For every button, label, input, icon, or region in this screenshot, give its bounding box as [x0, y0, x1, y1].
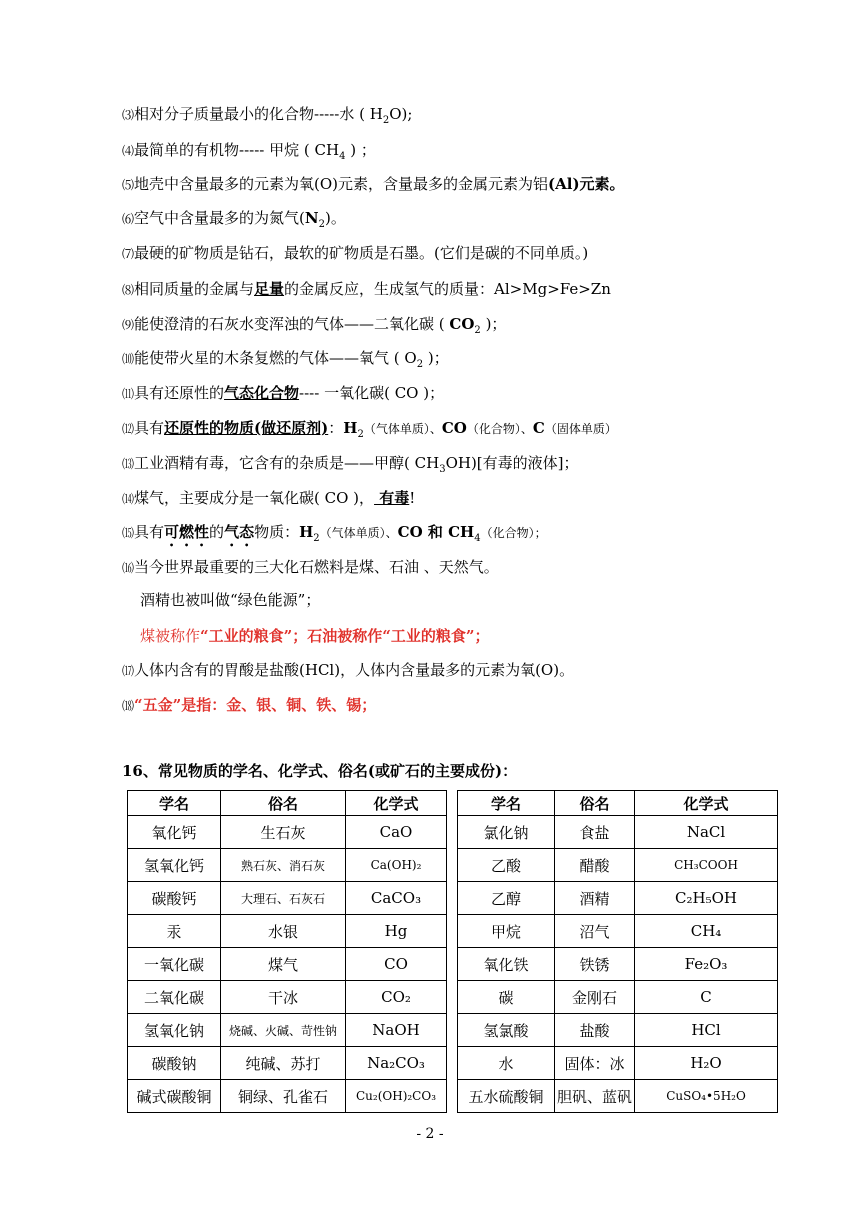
- table-cell: 氧化钙: [128, 816, 221, 849]
- item-number: ⒅: [122, 699, 135, 713]
- underlined-text: 还原性的物质(做还原剂): [164, 419, 329, 437]
- text-run: 的金属反应，生成氢气的质量：Al>Mg>Fe>Zn: [284, 280, 611, 298]
- underlined-text: 气态化合物: [224, 384, 300, 402]
- text-run: 地壳中含量最多的元素为氧(O)元素，含量最多的金属元素为铝: [134, 175, 549, 193]
- table-cell: CuSO₄•5H₂O: [635, 1080, 778, 1113]
- table-cell: CH₄: [635, 915, 778, 948]
- subscript: 4: [474, 533, 481, 544]
- text-run: （化合物）；: [480, 526, 547, 540]
- table-cell: Cu₂(OH)₂CO₃: [346, 1080, 447, 1113]
- table-row: [458, 849, 778, 882]
- list-item: [122, 208, 346, 229]
- table-cell: 水: [458, 1047, 555, 1080]
- table-cell: Hg: [346, 915, 447, 948]
- text-run: 物质：: [254, 523, 300, 541]
- item-number: ⑹: [122, 212, 135, 226]
- item-number: ⑸: [122, 178, 135, 192]
- list-item: [122, 140, 376, 161]
- subscript: 4: [339, 151, 346, 162]
- table-cell: H₂O: [635, 1047, 778, 1080]
- table-cell: 盐酸: [555, 1014, 635, 1047]
- table-cell: 熟石灰、消石灰: [221, 849, 346, 882]
- table-cell: CaO: [346, 816, 447, 849]
- table-cell: 二氧化碳: [128, 981, 221, 1014]
- text-run: )。: [324, 209, 346, 227]
- text-run: (Al)元素。: [548, 175, 625, 193]
- text-run: O);: [389, 105, 413, 123]
- emphasis-text: 气态: [224, 523, 255, 541]
- table-cell: 碳: [458, 981, 555, 1014]
- table-row: [128, 1080, 447, 1113]
- list-item: [122, 279, 611, 300]
- table-row: [458, 948, 778, 981]
- table-row: [128, 1014, 447, 1047]
- col-header: 俗名: [221, 791, 346, 816]
- underlined-text: 足量: [254, 280, 285, 298]
- text-run: 的: [209, 523, 225, 541]
- text-run: H: [299, 523, 314, 541]
- text-run: 具有: [134, 419, 165, 437]
- text-run: 当今世界最重要的三大化石燃料是煤、石油 、天然气。: [134, 558, 499, 576]
- table-row: [458, 1080, 778, 1113]
- table-cell: 五水硫酸铜: [458, 1080, 555, 1113]
- list-item: [122, 243, 588, 264]
- table-cell: 一氧化碳: [128, 948, 221, 981]
- subscript: 2: [313, 533, 320, 544]
- item-number: ⑷: [122, 144, 135, 158]
- item-number: ⑿: [122, 422, 135, 436]
- text-run: （气体单质）、: [319, 526, 398, 540]
- item-number: ⑼: [122, 318, 135, 332]
- subscript: 2: [416, 359, 424, 370]
- text-run: CO: [441, 419, 467, 437]
- table-cell: 金刚石: [555, 981, 635, 1014]
- table-cell: 食盐: [555, 816, 635, 849]
- table-cell: CH₃COOH: [635, 849, 778, 882]
- item-number: ⑻: [122, 283, 135, 297]
- item-number: ⑶: [122, 108, 135, 122]
- emphasis-text: 可燃性: [164, 523, 210, 541]
- table-cell: 汞: [128, 915, 221, 948]
- item-number: ⑺: [122, 247, 135, 261]
- subscript: 2: [357, 429, 364, 440]
- item-number: ⒀: [122, 457, 135, 471]
- table-cell: 烧碱、火碱、苛性钠: [221, 1014, 346, 1047]
- text-run: （化合物）、: [466, 422, 533, 436]
- col-header: 化学式: [346, 791, 447, 816]
- item-number: ⑾: [122, 387, 135, 401]
- list-item: [140, 590, 320, 610]
- table-cell: 水银: [221, 915, 346, 948]
- text-run: 工业酒精有毒，它含有的杂质是——甲醇( CH: [134, 454, 440, 472]
- list-item: [122, 348, 449, 369]
- table-cell: 固体：冰: [555, 1047, 635, 1080]
- text-run: （固体单质）: [544, 422, 617, 436]
- list-item: [122, 557, 499, 578]
- page-number: - 2 -: [416, 1126, 444, 1142]
- text-run: CO 和 CH: [397, 523, 475, 541]
- table-cell: 碳酸钠: [128, 1047, 221, 1080]
- table-row: [458, 882, 778, 915]
- text-run: （气体单质）、: [363, 422, 442, 436]
- text-run: 煤气，主要成分是一氧化碳( CO )，: [134, 489, 375, 507]
- table-row: [128, 948, 447, 981]
- table-cell: 氯化钠: [458, 816, 555, 849]
- table-cell: CO₂: [346, 981, 447, 1014]
- text-run: C: [532, 419, 545, 437]
- table-cell: Fe₂O₃: [635, 948, 778, 981]
- section-heading: 16、常见物质的学名、化学式、俗名(或矿石的主要成份)：: [122, 762, 518, 780]
- table-row: [458, 816, 778, 849]
- list-item: [122, 383, 444, 404]
- text-run: 相对分子质量最小的化合物-----水 ( H: [134, 105, 383, 123]
- substance-table-right: [457, 790, 778, 1113]
- col-header: 学名: [128, 791, 221, 816]
- substance-table-left: [127, 790, 447, 1113]
- item-number: ⒃: [122, 561, 135, 575]
- table-cell: 乙酸: [458, 849, 555, 882]
- list-item: [122, 418, 617, 439]
- table-row: [458, 915, 778, 948]
- table-row: [458, 1047, 778, 1080]
- list-item: [122, 104, 412, 125]
- table-cell: 铜绿、孔雀石: [221, 1080, 346, 1113]
- table-cell: 氢氧化钙: [128, 849, 221, 882]
- table-row: [458, 981, 778, 1014]
- table-cell: HCl: [635, 1014, 778, 1047]
- highlight-text: “工业的粮食”；石油被称作“工业的粮食”；: [200, 627, 490, 645]
- table-row: [458, 1014, 778, 1047]
- table-cell: 酒精: [555, 882, 635, 915]
- text-run: 具有还原性的: [134, 384, 225, 402]
- table-cell: 大理石、石灰石: [221, 882, 346, 915]
- table-cell: 乙醇: [458, 882, 555, 915]
- text-run: 酒精也被叫做“绿色能源”；: [140, 591, 321, 609]
- table-cell: 碳酸钙: [128, 882, 221, 915]
- table-cell: 醋酸: [555, 849, 635, 882]
- text-run: )；: [423, 349, 449, 367]
- underlined-text: 有毒: [374, 489, 410, 507]
- text-run: ---- 一氧化碳( CO )；: [299, 384, 445, 402]
- text-run: ) ；: [345, 141, 376, 159]
- table-cell: Ca(OH)₂: [346, 849, 447, 882]
- highlight-text: “五金”是指：金、银、铜、铁、锡；: [134, 696, 377, 714]
- text-run: 最简单的有机物----- 甲烷 ( CH: [134, 141, 340, 159]
- list-item: [122, 522, 547, 550]
- table-cell: 氧化铁: [458, 948, 555, 981]
- list-item: [122, 488, 415, 509]
- table-cell: 胆矾、蓝矾: [555, 1080, 635, 1113]
- table-cell: 氢氯酸: [458, 1014, 555, 1047]
- text-run: )；: [480, 315, 507, 333]
- table-cell: NaCl: [635, 816, 778, 849]
- list-item: [122, 660, 574, 681]
- text-run: 煤被称作: [140, 627, 201, 645]
- text-run: 能使澄清的石灰水变浑浊的气体——二氧化碳 (: [134, 315, 450, 333]
- table-cell: C: [635, 981, 778, 1014]
- table-row: [128, 882, 447, 915]
- table-row: [128, 1047, 447, 1080]
- text-run: 能使带火星的木条复燃的气体——氧气 ( O: [134, 349, 417, 367]
- text-run: N: [304, 209, 319, 227]
- table-cell: NaOH: [346, 1014, 447, 1047]
- text-run: 最硬的矿物质是钻石，最软的矿物质是石墨。(它们是碳的不同单质。): [134, 244, 589, 262]
- list-item: [122, 174, 625, 195]
- table-cell: 碱式碳酸铜: [128, 1080, 221, 1113]
- table-row: [128, 981, 447, 1014]
- table-row: [128, 816, 447, 849]
- subscript: 3: [439, 464, 446, 475]
- table-cell: 沼气: [555, 915, 635, 948]
- subscript: 2: [382, 115, 390, 126]
- subscript: 2: [474, 325, 481, 336]
- text-run: !: [409, 489, 416, 507]
- text-run: 人体内含有的胃酸是盐酸(HCl)，人体内含量最多的元素为氧(O)。: [134, 661, 575, 679]
- table-row: [128, 915, 447, 948]
- list-item: [122, 695, 376, 716]
- table-cell: 煤气: [221, 948, 346, 981]
- col-header: 俗名: [555, 791, 635, 816]
- item-number: ⒂: [122, 526, 135, 540]
- col-header: 学名: [458, 791, 555, 816]
- list-item: [122, 453, 579, 474]
- table-cell: CO: [346, 948, 447, 981]
- item-number: ⒄: [122, 664, 135, 678]
- table-cell: 干冰: [221, 981, 346, 1014]
- text-run: OH)[有毒的液体]；: [445, 454, 579, 472]
- text-run: ：: [328, 419, 344, 437]
- table-row: [128, 849, 447, 882]
- table-cell: 甲烷: [458, 915, 555, 948]
- text-run: CO: [449, 315, 475, 333]
- table-cell: C₂H₅OH: [635, 882, 778, 915]
- table-cell: CaCO₃: [346, 882, 447, 915]
- item-number: ⒁: [122, 492, 135, 506]
- item-number: ⑽: [122, 352, 135, 366]
- text-run: H: [343, 419, 358, 437]
- col-header: 化学式: [635, 791, 778, 816]
- table-cell: 纯碱、苏打: [221, 1047, 346, 1080]
- table-cell: Na₂CO₃: [346, 1047, 447, 1080]
- list-item: [140, 626, 490, 646]
- table-cell: 氢氧化钠: [128, 1014, 221, 1047]
- table-cell: 铁锈: [555, 948, 635, 981]
- text-run: 相同质量的金属与: [134, 280, 255, 298]
- subscript: 2: [318, 219, 325, 230]
- text-run: 具有: [134, 523, 165, 541]
- list-item: [122, 314, 506, 335]
- table-cell: 生石灰: [221, 816, 346, 849]
- text-run: 空气中含量最多的为氮气(: [134, 209, 305, 227]
